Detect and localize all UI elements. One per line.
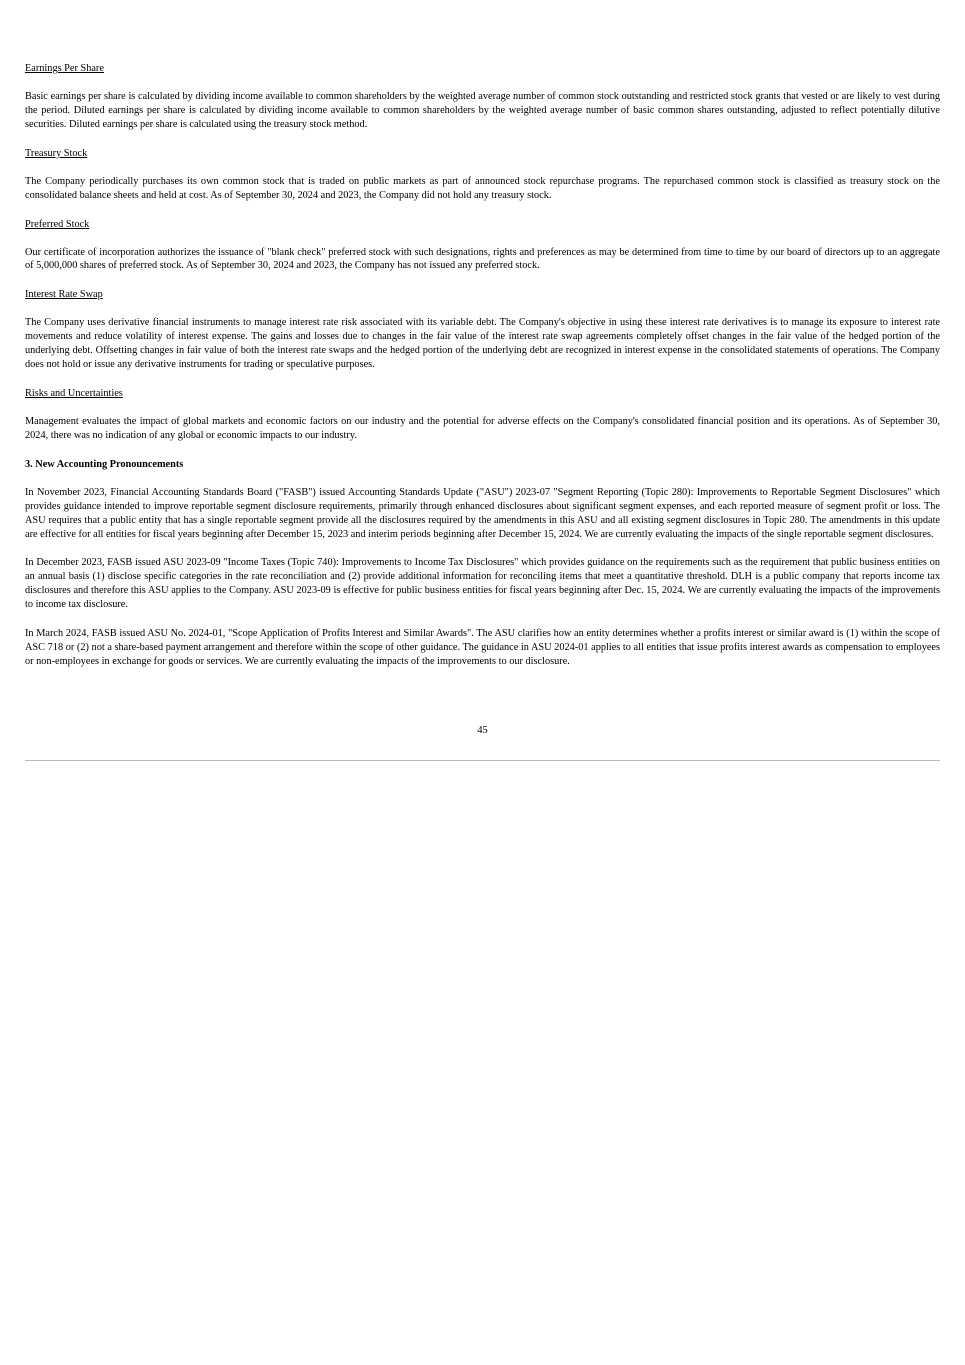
section-heading-earnings-per-share: Earnings Per Share — [25, 63, 104, 74]
paragraph-treasury-stock: The Company periodically purchases its own common stock that is traded on public markets as part of announced stock repurchase programs. The repurchased common stock is classified as treasury stock on the consolidated balance sheets and held at cost. As of September 30, 2024 and 2023, the Company did not hold any treasury stock. — [25, 175, 940, 201]
paragraph-preferred-stock: Our certificate of incorporation authorizes the issuance of "blank check" preferred stock with such designations, rights and preferences as may be determined from time to time by our board of directors up to an aggregate of 5,000,000 shares of preferred stock. As of September 30, 2024 and 2023, the Company has not issued any preferred stock. — [25, 246, 940, 272]
section-heading-treasury-stock: Treasury Stock — [25, 147, 88, 159]
page-divider — [25, 760, 940, 761]
paragraph-risks-and-uncertainties: Management evaluates the impact of global markets and economic factors on our industry and the potential for adverse effects on the Company's consolidated financial position and its operations. As of September 30, 2024, there was no indication of any global or economic impacts to our industry. — [25, 415, 940, 441]
section-heading-new-accounting-pronouncements: 3. New Accounting Pronouncements — [25, 458, 184, 470]
paragraph-asu-2023-09: In December 2023, FASB issued ASU 2023-09 "Income Taxes (Topic 740): Improvements to Income Tax Disclosures" which provides guidance on the requirements such as the requirement that public business entities on an annual basis (1) disclose specific categories in the rate reconciliation and (2) provide additional information for reconciling items that meet a quantitative threshold. DLH is a public company that reports income tax disclosures and therefore this ASU applies to the Company. ASU 2023-09 is effective for public business entities for fiscal years beginning after Dec. 15, 2024. We are currently evaluating the impacts of the improvements to income tax disclosure. — [25, 557, 940, 611]
document-body — [25, 62, 940, 684]
paragraph-earnings-per-share: Basic earnings per share is calculated by dividing income available to common shareholders by the weighted average number of common stock outstanding and restricted stock grants that vested or are likely to vest during the period. Diluted earnings per share is calculated by dividing income available to common shareholders by the weighted average number of basic common shares outstanding, adjusted to reflect potentially dilutive securities. Diluted earnings per share is calculated using the treasury stock method. — [25, 91, 940, 130]
paragraph-interest-rate-swap: The Company uses derivative financial instruments to manage interest rate risk associated with its variable debt. The Company's objective in using these interest rate derivatives is to manage its exposure to interest rate movements and reduce volatility of interest expense. The gains and losses due to changes in the fair value of the interest rate swap agreements completely offset changes in the fair value of the hedged portion of the underlying debt. Offsetting changes in fair value of both the interest rate swaps and the hedged portion of the underlying debt are recognized in interest expense in the consolidated statements of operations. The Company does not hold or issue any derivative instruments for trading or speculative purposes. — [25, 317, 940, 371]
page-number: 45 — [477, 725, 488, 736]
section-heading-risks-and-uncertainties: Risks and Uncertainties — [25, 387, 123, 399]
paragraph-asu-2024-01: In March 2024, FASB issued ASU No. 2024-01, "Scope Application of Profits Interest and Similar Awards". The ASU clarifies how an entity determines whether a profits interest or similar award is (1) within the scope of ASC 718 or (2) not a share-based payment arrangement and therefore within the scope of other guidance. The guidance in ASU 2024-01 applies to all entities that issue profits interest awards as compensation to employees or non-employees in exchange for goods or services. We are currently evaluating the impacts of the improvements to our disclosure. — [25, 628, 940, 667]
paragraph-asu-2023-07: In November 2023, Financial Accounting Standards Board ("FASB") issued Accounting Standards Update ("ASU") 2023-07 "Segment Reporting (Topic 280): Improvements to Reportable Segment Disclosures" which provides guidance intended to improve reportable segment disclosure requirements, primarily through enhanced disclosures about significant segment expenses, and each reported measure of segment profit or loss. The ASU requires that a public entity that has a single reportable segment provide all the disclosures required by the amendments in this ASU and all existing segment disclosures in Topic 280. The amendments in this update are effective for all entities for fiscal years beginning after December 15, 2023 and interim periods beginning after December 15, 2024. We are currently evaluating the impacts of the single reportable segment disclosures. — [25, 486, 940, 540]
section-heading-preferred-stock: Preferred Stock — [25, 218, 90, 230]
section-heading-interest-rate-swap: Interest Rate Swap — [25, 289, 103, 301]
